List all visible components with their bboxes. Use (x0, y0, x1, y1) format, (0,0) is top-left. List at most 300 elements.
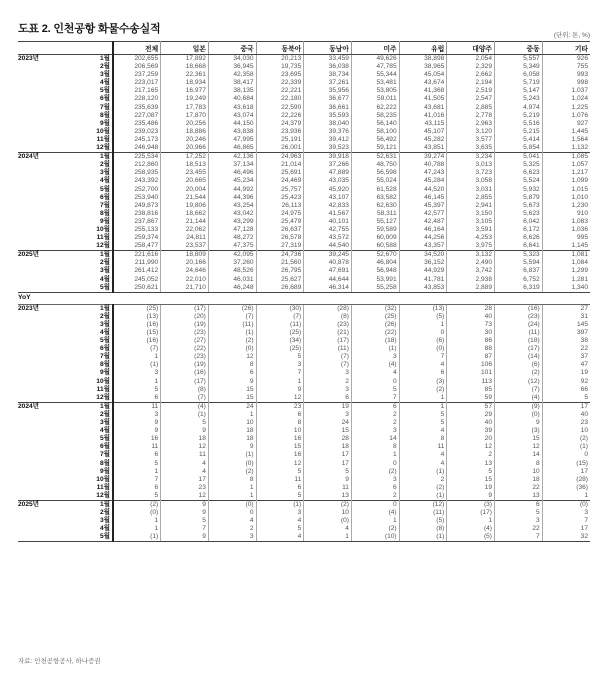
table-row (18, 378, 590, 386)
table-cell: 1,024 (571, 95, 588, 103)
table-cell: 2 (304, 378, 352, 386)
table-cell: (0) (208, 500, 256, 509)
table-cell: 59,011 (351, 95, 399, 103)
table-cell: 39,274 (399, 153, 447, 162)
table-cell: 8 (208, 476, 256, 484)
year-label (18, 492, 78, 501)
table-cell: 910 (576, 209, 588, 217)
year-label (18, 386, 78, 394)
table-cell: 40,684 (208, 95, 256, 103)
table-cell: 10 (495, 468, 543, 476)
table-cell: 42,833 (304, 202, 352, 210)
table-row (18, 210, 590, 218)
table-row (18, 267, 590, 275)
table-cell: (5) (447, 533, 495, 542)
header-blank (18, 42, 78, 55)
table-cell: 5 (161, 419, 209, 427)
table-cell: 36,152 (399, 259, 447, 267)
table-cell: 22,226 (256, 112, 304, 120)
table-cell: 39 (447, 427, 495, 435)
table-cell: 106 (447, 361, 495, 369)
table-cell: (21) (304, 329, 352, 337)
table-cell: (0) (208, 345, 256, 353)
year-label (18, 226, 78, 234)
table-cell: 66 (580, 385, 588, 393)
table-cell: 20,213 (256, 55, 304, 64)
table-row (18, 136, 590, 144)
table-cell: 26,578 (256, 234, 304, 242)
table-cell: 24,736 (256, 251, 304, 260)
table-cell: 44,396 (208, 194, 256, 202)
table-cell: 20,246 (161, 136, 209, 144)
table-cell: (14) (495, 353, 543, 361)
table-cell: 2,963 (447, 120, 495, 128)
table-cell: 19,735 (256, 63, 304, 71)
table-cell: 2,490 (447, 259, 495, 267)
year-label (18, 202, 78, 210)
table-cell: 43,074 (208, 112, 256, 120)
table-cell: 0 (351, 460, 399, 468)
table-cell: 46,804 (351, 259, 399, 267)
year-label (18, 104, 78, 112)
table-cell: 18,809 (161, 251, 209, 260)
table-cell: 5,594 (495, 259, 543, 267)
table-cell: 15 (208, 394, 256, 403)
table-cell: 3 (256, 361, 304, 369)
table-cell: 1,299 (571, 267, 588, 275)
table-cell: 3 (304, 369, 352, 377)
table-cell: 6,837 (495, 267, 543, 275)
table-cell: 6,752 (495, 276, 543, 284)
table-cell: 4,253 (447, 234, 495, 242)
month-label: 6월 (78, 443, 113, 451)
table-cell: (22) (161, 345, 209, 353)
table-cell: 18,886 (161, 128, 209, 136)
table-cell: 49,626 (351, 55, 399, 64)
month-label: 5월 (78, 533, 113, 542)
table-row (18, 276, 590, 284)
table-cell: 995 (576, 234, 588, 242)
table-cell: 17 (304, 451, 352, 459)
table-cell: 2 (351, 419, 399, 427)
year-label: 2025년 (18, 500, 78, 509)
month-label: 4월 (78, 329, 113, 337)
table-row (18, 337, 590, 345)
table-cell: 246,948 (113, 144, 161, 153)
table-cell: (7) (161, 394, 209, 403)
table-cell: 92 (580, 377, 588, 385)
table-row (18, 411, 590, 419)
month-label: 8월 (78, 210, 113, 218)
table-row (18, 104, 590, 112)
cargo-table (18, 41, 590, 542)
table-cell: 42,577 (399, 210, 447, 218)
table-cell: 1 (399, 321, 447, 329)
month-label: 1월 (78, 55, 113, 64)
month-label: 10월 (78, 378, 113, 386)
table-cell: 5,524 (495, 177, 543, 185)
header-col: 기타 (542, 42, 590, 55)
table-cell: 4 (256, 533, 304, 542)
table-cell: 73 (447, 321, 495, 329)
unit-label: (단위: 톤, %) (553, 32, 590, 39)
table-row (18, 304, 590, 313)
table-row (18, 120, 590, 128)
year-label (18, 533, 78, 542)
table-cell: (4) (351, 509, 399, 517)
table-cell: 12 (161, 443, 209, 451)
table-cell: 3 (256, 509, 304, 517)
table-cell: 40 (447, 313, 495, 321)
table-cell: 12 (495, 443, 543, 451)
table-cell: 15 (256, 443, 304, 451)
table-cell: 1,340 (542, 284, 590, 293)
table-cell: 19 (580, 369, 588, 377)
table-cell: 10 (208, 419, 256, 427)
table-cell: 46,248 (208, 284, 256, 293)
table-cell: (11) (304, 345, 352, 353)
table-cell: 53,481 (351, 79, 399, 87)
table-cell: 58,100 (351, 128, 399, 136)
table-cell: 15 (304, 427, 352, 435)
table-cell: 11 (161, 451, 209, 459)
table-cell: 46,865 (208, 144, 256, 153)
table-cell: 237,867 (113, 218, 161, 226)
table-row (18, 177, 590, 185)
table-cell: 1,036 (571, 225, 588, 233)
table-cell: (23) (161, 329, 209, 337)
table-cell: 47,889 (304, 169, 352, 177)
table-cell: 3 (208, 533, 256, 542)
table-cell: 38,040 (304, 120, 352, 128)
table-cell: 25,479 (256, 218, 304, 226)
table-cell: 2 (208, 525, 256, 533)
table-cell: 6 (304, 394, 352, 403)
table-cell: 9 (495, 419, 543, 427)
table-cell: 34,520 (399, 251, 447, 260)
table-cell: 38,898 (399, 55, 447, 64)
month-label: 3월 (78, 71, 113, 79)
table-cell: 235,639 (113, 104, 161, 112)
table-cell: 1,281 (571, 275, 588, 283)
table-cell: (4) (447, 525, 495, 533)
table-row (18, 112, 590, 120)
table-cell: 47,691 (304, 267, 352, 275)
month-label: 10월 (78, 476, 113, 484)
table-cell: 40 (447, 419, 495, 427)
table-cell: 38,417 (208, 79, 256, 87)
table-cell: 56,140 (351, 120, 399, 128)
table-cell: 4 (399, 460, 447, 468)
table-cell: 258,477 (113, 242, 161, 251)
table-cell: 36,661 (304, 104, 352, 112)
header-col: 동남아 (304, 42, 352, 55)
year-label (18, 79, 78, 87)
table-cell: 43,674 (399, 79, 447, 87)
table-cell: (3) (447, 500, 495, 509)
month-label: 5월 (78, 337, 113, 345)
table-cell: 42,358 (208, 71, 256, 79)
table-cell: 9 (113, 419, 161, 427)
table-cell: 48,750 (351, 161, 399, 169)
table-cell: 2,938 (447, 276, 495, 284)
table-cell: (8) (304, 313, 352, 321)
table-cell: 43,572 (304, 234, 352, 242)
table-cell: 5 (256, 525, 304, 533)
table-cell: 6,172 (495, 226, 543, 234)
year-label (18, 161, 78, 169)
month-label: 12월 (78, 144, 113, 153)
month-label: 10월 (78, 128, 113, 136)
table-cell: 3,150 (447, 210, 495, 218)
month-label: 2월 (78, 509, 113, 517)
table-row (18, 226, 590, 234)
table-cell: 1,132 (571, 144, 588, 152)
table-cell: 45,397 (399, 202, 447, 210)
month-label: 6월 (78, 345, 113, 353)
table-cell: 6 (495, 500, 543, 509)
year-label (18, 169, 78, 177)
table-cell: 53,805 (351, 87, 399, 95)
table-cell: 7 (495, 533, 543, 542)
table-cell: 1 (399, 402, 447, 411)
table-row (18, 509, 590, 517)
table-cell: 1 (351, 451, 399, 459)
table-cell: 44,929 (399, 267, 447, 275)
table-cell: 26,001 (256, 144, 304, 153)
table-cell: 227,087 (113, 112, 161, 120)
table-cell: 5,147 (495, 87, 543, 95)
year-label: 2024년 (18, 402, 78, 411)
table-row (18, 460, 590, 468)
table-cell: 60,009 (351, 234, 399, 242)
table-cell: (12) (399, 500, 447, 509)
table-cell: 3 (584, 509, 588, 517)
table-cell: 41,505 (399, 95, 447, 103)
year-label (18, 218, 78, 226)
table-cell: 1,015 (571, 185, 588, 193)
table-cell: 5 (351, 386, 399, 394)
table-cell: 22,361 (161, 71, 209, 79)
table-cell: 1,057 (571, 161, 588, 169)
table-cell: 259,374 (113, 234, 161, 242)
table-cell: 245,173 (113, 136, 161, 144)
table-cell: 18 (208, 427, 256, 435)
table-cell: (0) (113, 509, 161, 517)
yoy-section-row (18, 292, 590, 304)
table-cell: 30 (447, 329, 495, 337)
year-label (18, 517, 78, 525)
table-cell: (17) (161, 304, 209, 313)
month-label: 2월 (78, 63, 113, 71)
table-row (18, 369, 590, 377)
table-cell: 17,870 (161, 112, 209, 120)
table-cell: (1) (399, 533, 447, 542)
table-cell: (1) (113, 533, 161, 542)
table-cell: 1 (113, 468, 161, 476)
table-cell: 1 (584, 491, 588, 499)
table-row (18, 186, 590, 194)
table-cell: 17,252 (161, 153, 209, 162)
table-cell: 3 (351, 476, 399, 484)
table-cell: 13 (495, 492, 543, 501)
table-cell: 42,755 (304, 226, 352, 234)
table-cell: (7) (304, 361, 352, 369)
table-cell: 46,314 (304, 284, 352, 293)
table-cell: 26,113 (256, 202, 304, 210)
month-label: 5월 (78, 186, 113, 194)
table-cell: 10 (256, 427, 304, 435)
table-cell: 5 (161, 517, 209, 525)
month-label: 8월 (78, 112, 113, 120)
table-cell: 1,564 (571, 135, 588, 143)
table-cell: 2,194 (447, 79, 495, 87)
month-label: 3월 (78, 517, 113, 525)
table-cell: 5 (256, 353, 304, 361)
table-cell: 3 (113, 411, 161, 419)
table-cell: 24,379 (256, 120, 304, 128)
year-label (18, 369, 78, 377)
year-label (18, 460, 78, 468)
table-cell: (24) (495, 321, 543, 329)
month-label: 6월 (78, 95, 113, 103)
table-cell: 85 (447, 386, 495, 394)
table-cell: 14 (351, 435, 399, 443)
table-cell: 202,655 (113, 55, 161, 64)
table-cell: 1,081 (542, 251, 590, 260)
table-cell: 1 (113, 525, 161, 533)
table-cell: 17 (542, 402, 590, 411)
table-cell: 23 (161, 484, 209, 492)
year-label (18, 361, 78, 369)
table-cell: 23,537 (161, 242, 209, 251)
table-cell: 46,164 (399, 226, 447, 234)
table-cell: 46,496 (208, 169, 256, 177)
table-cell: 40,878 (304, 259, 352, 267)
table-cell: 20,166 (161, 259, 209, 267)
table-cell: (1) (208, 451, 256, 459)
table-row (18, 234, 590, 242)
table-cell: 2,329 (447, 63, 495, 71)
table-cell: 33,459 (304, 55, 352, 64)
table-cell: 45,234 (208, 177, 256, 185)
table-cell: (4) (161, 402, 209, 411)
table-row (18, 144, 590, 153)
table-cell: (36) (576, 483, 588, 491)
table-cell: 43,107 (304, 194, 352, 202)
table-cell: 2 (399, 476, 447, 484)
year-label (18, 144, 78, 153)
table-cell: 11 (399, 443, 447, 451)
table-cell: (15) (113, 329, 161, 337)
table-cell: 9 (447, 492, 495, 501)
table-cell: 9 (161, 427, 209, 435)
year-label (18, 71, 78, 79)
table-cell: 5,932 (495, 186, 543, 194)
table-cell: 5,673 (495, 202, 543, 210)
table-cell: 3 (351, 427, 399, 435)
table-cell: 9 (208, 378, 256, 386)
table-cell: 1,083 (571, 217, 588, 225)
table-cell: 0 (208, 509, 256, 517)
table-cell: 228,120 (113, 95, 161, 103)
month-label: 11월 (78, 136, 113, 144)
table-cell: 41,368 (399, 87, 447, 95)
table-cell: 4 (161, 468, 209, 476)
table-cell: 18,662 (161, 210, 209, 218)
table-cell: 5,243 (495, 95, 543, 103)
table-cell: 3,742 (447, 267, 495, 275)
table-cell: 5 (399, 411, 447, 419)
table-cell: 11 (113, 402, 161, 411)
table-cell: 43,357 (399, 242, 447, 251)
table-cell: 4 (351, 369, 399, 377)
year-label (18, 329, 78, 337)
table-cell: 47,375 (208, 242, 256, 251)
table-cell: 8 (351, 443, 399, 451)
month-label: 12월 (78, 242, 113, 251)
month-label: 8월 (78, 361, 113, 369)
table-cell: 5,516 (495, 120, 543, 128)
table-cell: 59,121 (351, 144, 399, 153)
table-cell: 9 (304, 476, 352, 484)
month-label: 11월 (78, 386, 113, 394)
table-cell: 6 (399, 369, 447, 377)
table-cell: (16) (161, 369, 209, 377)
table-cell: (32) (351, 304, 399, 313)
table-cell: 37,134 (208, 161, 256, 169)
month-label: 4월 (78, 427, 113, 435)
table-cell: 7 (584, 517, 588, 525)
table-cell: 2,778 (447, 112, 495, 120)
table-cell: (17) (161, 378, 209, 386)
table-cell: 1 (304, 533, 352, 542)
table-cell: (11) (256, 321, 304, 329)
year-label (18, 411, 78, 419)
table-cell: 1 (208, 411, 256, 419)
table-cell: 25,627 (256, 276, 304, 284)
table-cell: 21,710 (161, 284, 209, 293)
table-cell: 46,145 (399, 194, 447, 202)
month-label: 2월 (78, 259, 113, 267)
table-cell: 21,144 (161, 218, 209, 226)
table-cell: 17,892 (161, 55, 209, 64)
table-row (18, 55, 590, 64)
table-row (18, 194, 590, 202)
table-cell: 15 (495, 435, 543, 443)
table-cell: 18,513 (161, 161, 209, 169)
table-row (18, 476, 590, 484)
table-cell: (20) (161, 313, 209, 321)
month-label: 7월 (78, 104, 113, 112)
year-label (18, 234, 78, 242)
table-cell: 3,105 (447, 218, 495, 226)
table-cell: 10 (580, 427, 588, 435)
table-cell: 43,254 (208, 202, 256, 210)
table-cell: (4) (495, 394, 543, 403)
table-cell: 2 (351, 411, 399, 419)
table-cell: 5,623 (495, 210, 543, 218)
month-label: 12월 (78, 492, 113, 501)
table-cell: 6 (113, 451, 161, 459)
table-cell: 55,024 (351, 177, 399, 185)
table-cell: 10 (304, 509, 352, 517)
table-cell: (19) (161, 321, 209, 329)
year-label (18, 509, 78, 517)
table-cell: (11) (399, 509, 447, 517)
table-cell: 212,860 (113, 161, 161, 169)
source-note: 자료: 인천공항공사, 하나증권 (18, 658, 101, 665)
